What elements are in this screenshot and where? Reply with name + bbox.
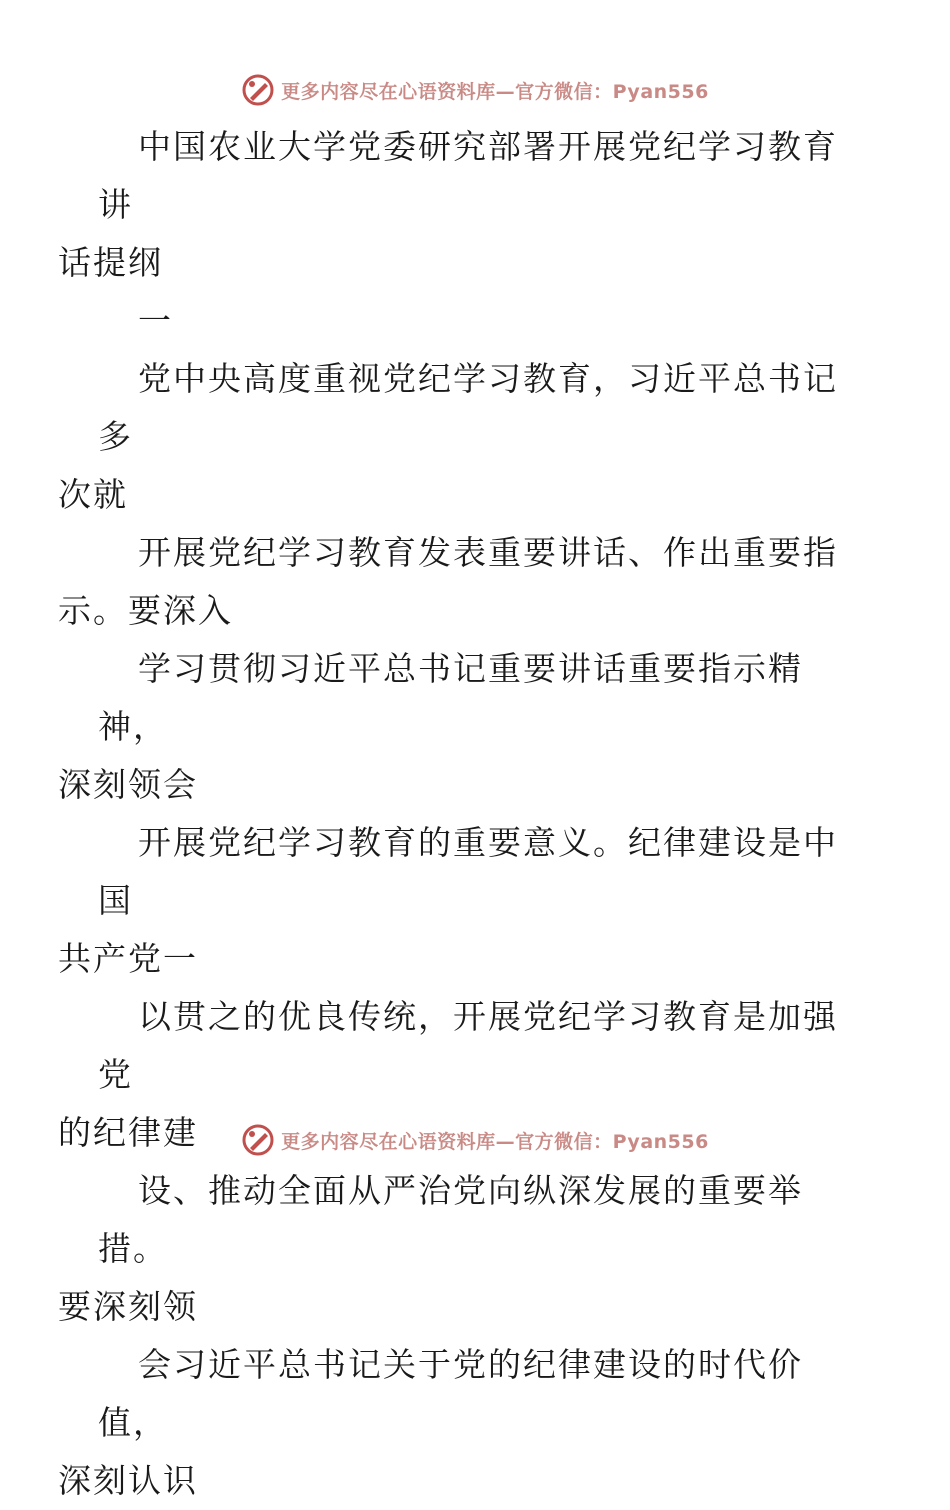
document-body: [58, 118, 858, 1510]
watermark-header: [0, 70, 950, 110]
paragraph: [58, 350, 858, 524]
line-wrap: 示。要深入: [58, 591, 233, 630]
line-first: 学习贯彻习近平总书记重要讲话重要指示精神，: [98, 649, 803, 746]
line-first: 中国农业大学党委研究部署开展党纪学习教育讲: [98, 127, 838, 224]
watermark-footer: [0, 1120, 950, 1160]
line-wrap: 话提纲: [58, 243, 163, 282]
line-wrap: 要深刻领: [58, 1287, 198, 1326]
pen-seal-icon: [241, 73, 275, 107]
line-first: 以贯之的优良传统，开展党纪学习教育是加强党: [98, 997, 838, 1094]
line-first: 会习近平总书记关于党的纪律建设的时代价值，: [98, 1345, 803, 1442]
paragraph: [58, 640, 858, 814]
line-wrap: 次就: [58, 475, 128, 514]
line-wrap: 深刻领会: [58, 765, 198, 804]
line-first: 一: [138, 301, 173, 340]
paragraph: [58, 524, 858, 640]
paragraph: [58, 1336, 858, 1510]
paragraph: [58, 814, 858, 988]
paragraph: [58, 1162, 858, 1336]
pen-seal-icon: [241, 1123, 275, 1157]
paragraph: [58, 118, 858, 292]
line-first: 开展党纪学习教育发表重要讲话、作出重要指: [138, 533, 838, 572]
watermark-text: 更多内容尽在心语资料库—官方微信：Pyan556: [281, 80, 709, 103]
line-wrap: 深刻认识: [58, 1461, 198, 1500]
line-wrap: 的纪律建: [58, 1113, 198, 1152]
paragraph: [98, 292, 858, 350]
line-first: 党中央高度重视党纪学习教育，习近平总书记多: [98, 359, 838, 456]
line-wrap: 共产党一: [58, 939, 198, 978]
line-first: 设、推动全面从严治党向纵深发展的重要举措。: [98, 1171, 803, 1268]
watermark-text: 更多内容尽在心语资料库—官方微信：Pyan556: [281, 1130, 709, 1153]
line-first: 开展党纪学习教育的重要意义。纪律建设是中国: [98, 823, 838, 920]
